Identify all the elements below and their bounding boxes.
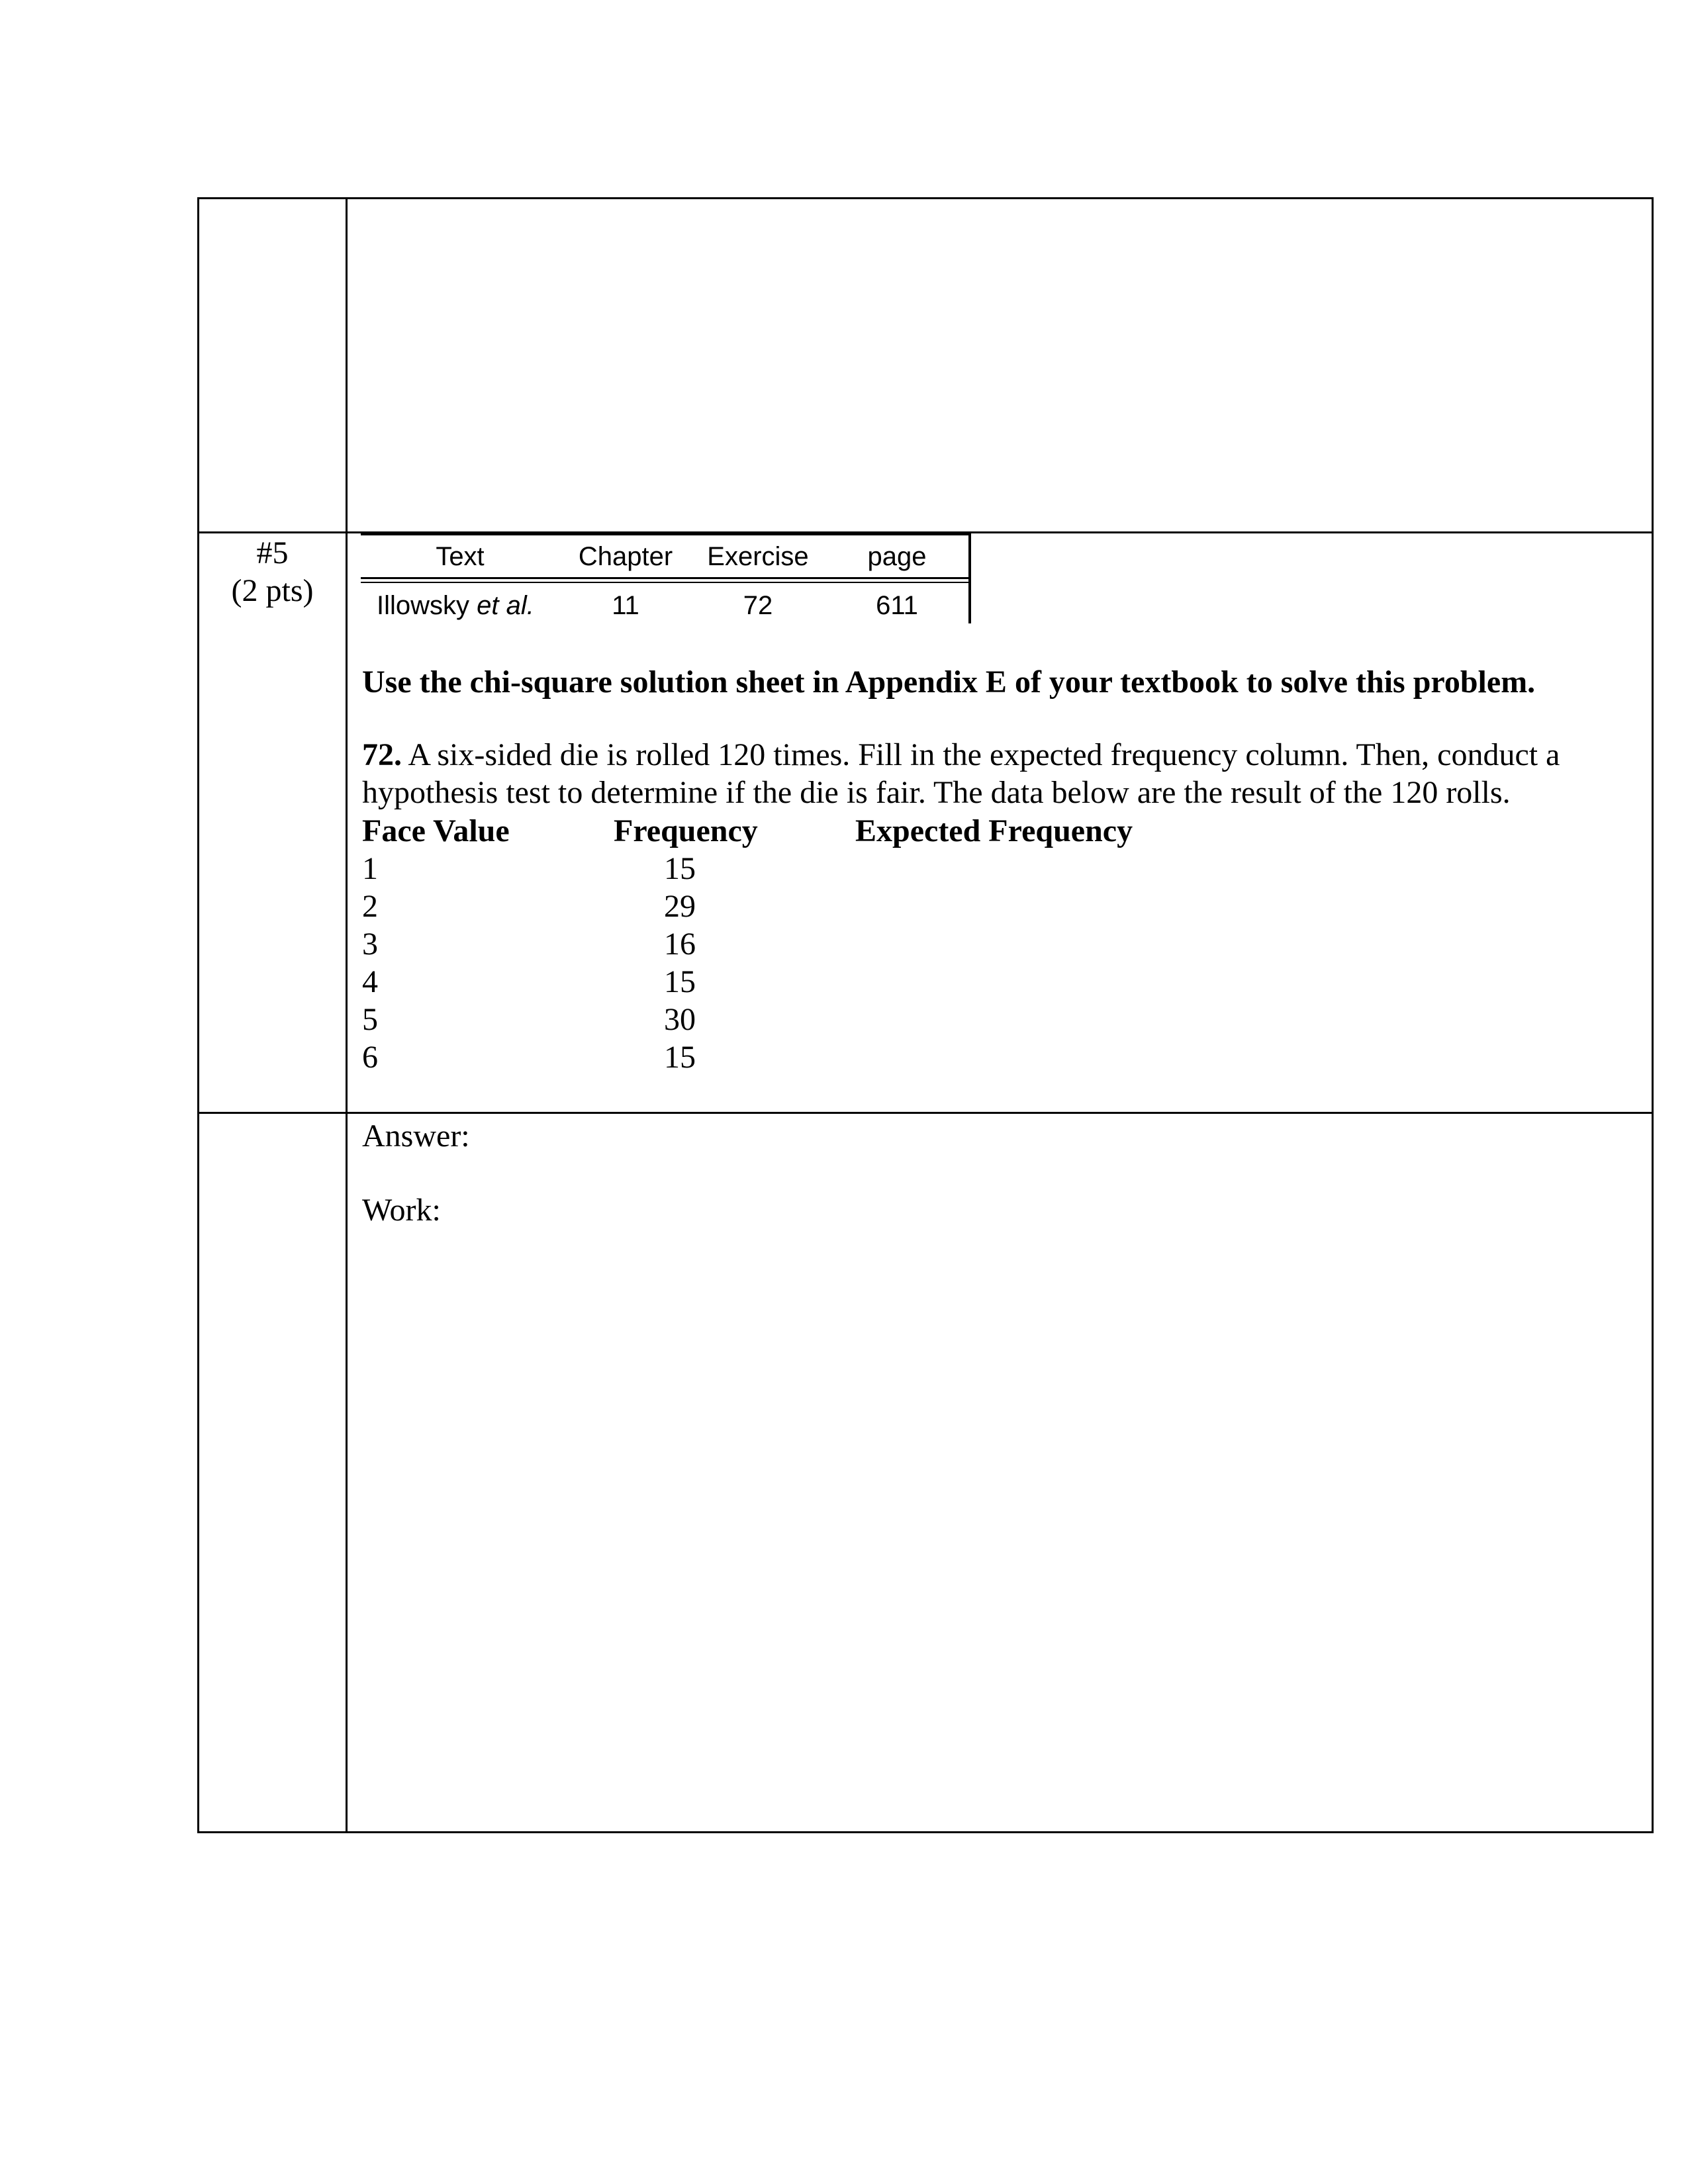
frequency-value: 15 [664,851,696,886]
problem-text: A six-sided die is rolled 120 times. Fill in the expected frequency column. Then, conduct a hypothesis test to determine if the die is fair. The data below are the result of the 120 rolls. [362,737,1560,810]
face-value: 5 [362,1002,378,1037]
problem-number: 72. [362,737,402,772]
face-value: 2 [362,889,378,924]
frequency-value: 30 [664,1002,696,1037]
ref-table-header-rule [361,577,971,579]
reference-table [361,533,971,623]
question-number: #5 [256,535,289,570]
ref-author-suffix: et al. [477,591,534,620]
ref-value-page: 611 [876,591,918,620]
frequency-value: 15 [664,964,696,999]
ref-value-text [361,589,559,622]
ref-header-page: page [867,542,927,571]
face-value: 3 [362,927,378,962]
column-divider [346,197,348,1833]
instruction-text: Use the chi-square solution sheet in Appendix E of your textbook to solve this problem. [362,664,1536,700]
worksheet-table [197,197,1654,1833]
question-points: (2 pts) [231,573,314,608]
row-divider-bottom [197,1112,1654,1114]
header-expected-frequency: Expected Frequency [855,813,1133,848]
ref-header-text: Text [436,542,485,571]
face-value: 6 [362,1040,378,1075]
ref-table-top-rule [361,533,971,535]
work-label: Work: [362,1193,441,1228]
header-face-value: Face Value [362,813,510,848]
ref-header-exercise: Exercise [707,542,809,571]
ref-author: Illowsky [377,591,470,620]
answer-label: Answer: [362,1118,470,1154]
header-frequency: Frequency [614,813,758,848]
frequency-value: 29 [664,889,696,924]
face-value: 1 [362,851,378,886]
ref-header-chapter: Chapter [578,542,673,571]
face-value: 4 [362,964,378,999]
frequency-value: 16 [664,927,696,962]
problem-statement [362,736,1633,811]
ref-table-header-rule-double [361,582,971,583]
ref-value-exercise: 72 [743,591,773,620]
ref-value-chapter: 11 [612,591,639,620]
frequency-value: 15 [664,1040,696,1075]
